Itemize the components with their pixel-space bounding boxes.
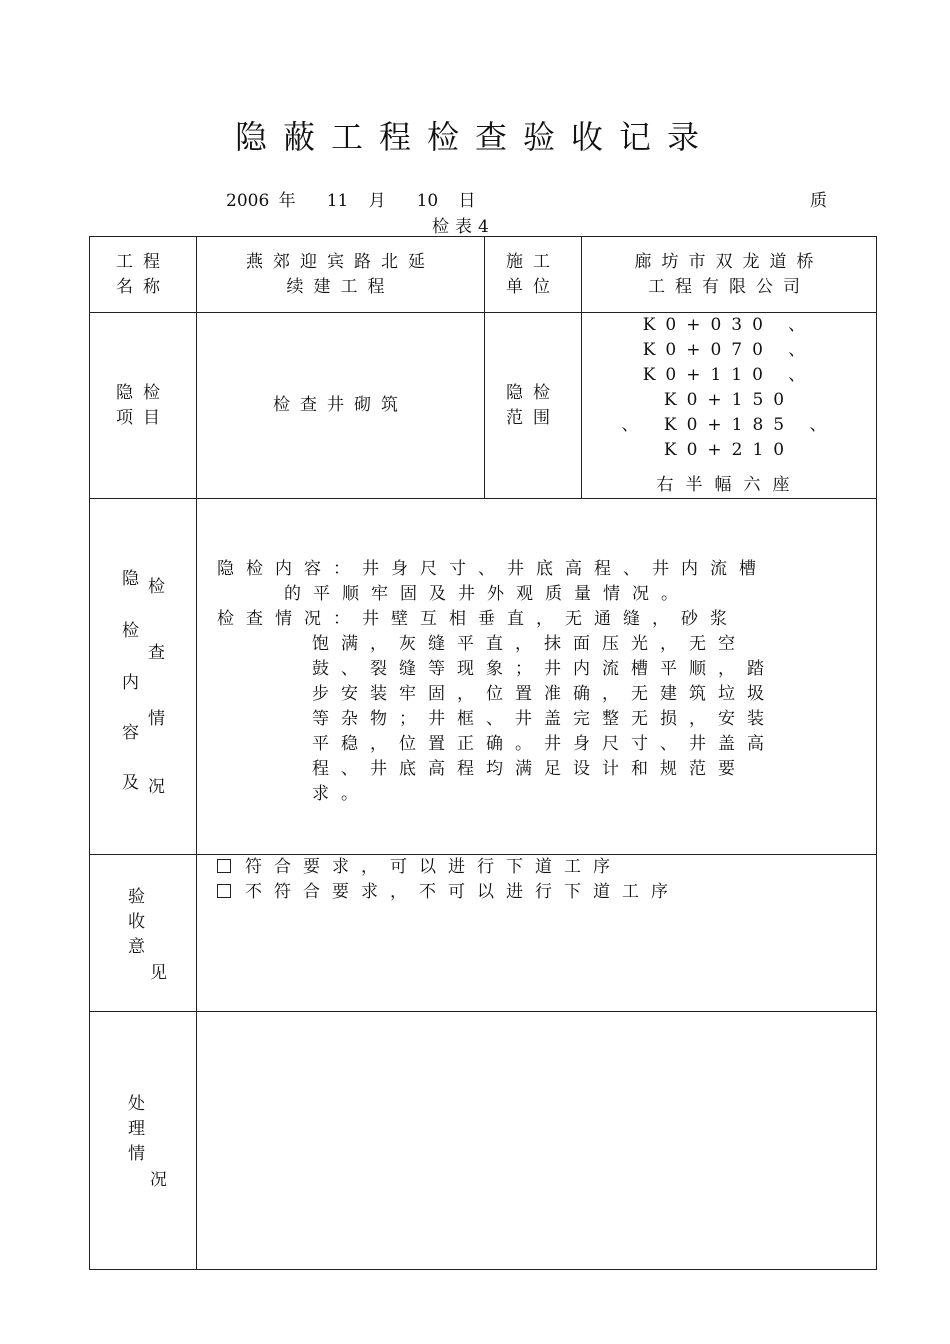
content-line: 程、井底高程均满足设计和规范要	[312, 759, 747, 779]
date-day: 10	[416, 191, 439, 211]
opinion-label: 验 收 意 见	[90, 855, 197, 1012]
opinion-options	[217, 855, 680, 905]
form-number: 检表4	[432, 217, 495, 237]
range-line: K0+070 、 K0+110 、 K0+150	[642, 340, 816, 410]
content-line: 求。	[312, 784, 370, 804]
inspection-content	[197, 499, 877, 855]
opinion-option-approve[interactable]: 符合要求，可以进行下道工序	[217, 855, 680, 880]
project-name-label: 工程 名称	[90, 237, 197, 313]
opinion-content	[197, 855, 877, 1012]
page-title: 隐蔽工程检查验收记录	[234, 118, 715, 156]
content-line: 步安装牢固，位置准确，无建筑垃圾	[312, 684, 776, 704]
handling-label: 处 理 情 况	[90, 1012, 197, 1270]
content-label: 隐 检 内 容 及 检 查 情 况	[90, 499, 197, 855]
range-line: K0+030 、	[642, 315, 816, 335]
date-month-unit: 月	[368, 191, 386, 211]
content-line: 的平顺牢固及井外观质量情况。	[284, 584, 690, 604]
contractor-label: 施工 单位	[485, 237, 582, 313]
date-month: 11	[326, 191, 349, 211]
inspection-form-table	[89, 236, 877, 1270]
handling-content[interactable]	[197, 1012, 877, 1270]
date-year: 2006	[226, 191, 270, 211]
content-line: 等杂物；井框、井盖完整无损，安装	[312, 709, 776, 729]
content-text	[217, 557, 857, 807]
opinion-option-reject[interactable]: 不符合要求，不可以进行下道工序	[217, 880, 680, 905]
date-year-unit: 年	[278, 191, 296, 211]
content-line: 隐检内容：井身尺寸、井底高程、井内流槽	[217, 559, 768, 579]
range-line: 、 K0+185 、 K0+210	[621, 415, 837, 460]
inspection-item-value: 检查井砌筑	[197, 313, 485, 499]
inspection-item-label: 隐检 项目	[90, 313, 197, 499]
date-line	[226, 186, 479, 211]
quality-mark: 质	[810, 191, 827, 211]
content-line: 平稳，位置正确。井身尺寸、井盖高	[312, 734, 776, 754]
content-line: 检查情况：井壁互相垂直，无通缝，砂浆	[217, 609, 739, 629]
range-note: 右半幅六座	[656, 475, 802, 495]
inspection-range-label: 隐检 范围	[485, 313, 582, 499]
contractor-value: 廊坊市双龙道桥 工程有限公司	[582, 237, 877, 313]
checkbox-icon[interactable]	[217, 884, 231, 898]
checkbox-icon[interactable]	[217, 859, 231, 873]
date-day-unit: 日	[458, 191, 476, 211]
content-line: 鼓、裂缝等现象；井内流槽平顺，踏	[312, 659, 776, 679]
content-line: 饱满，灰缝平直，抹面压光，无空	[312, 634, 747, 654]
inspection-range-value	[582, 313, 877, 499]
project-name-value: 燕郊迎宾路北延 续建工程	[197, 237, 485, 313]
